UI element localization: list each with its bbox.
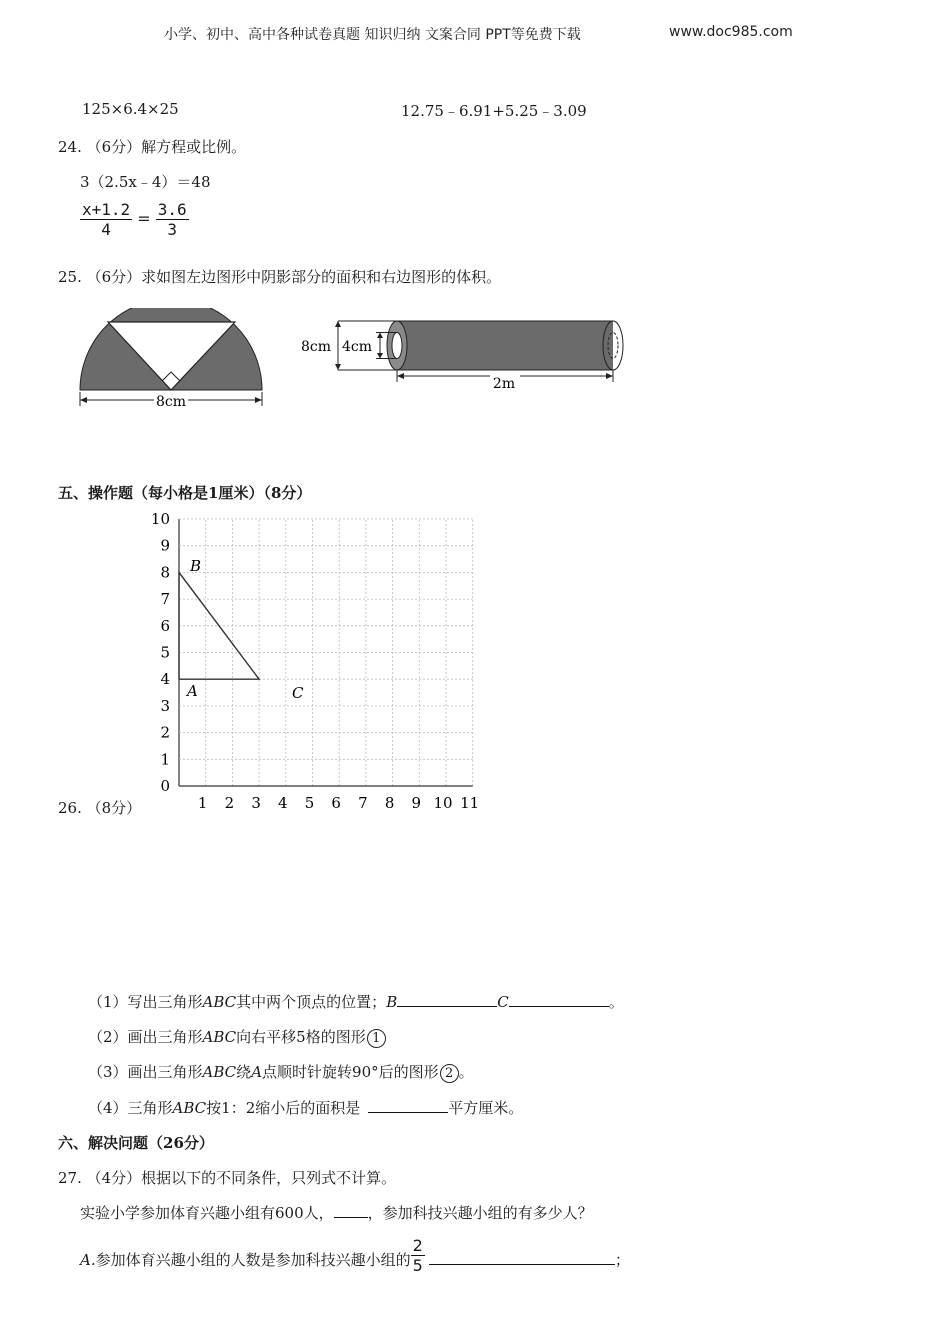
q27-fraction-numerator: 2	[412, 1236, 423, 1255]
q26-part-4	[88, 1097, 523, 1118]
fraction-right-denominator: 3	[167, 220, 178, 239]
y-tick-label: 2	[160, 723, 170, 742]
x-tick-label: 11	[460, 794, 480, 812]
q27-intro	[80, 1202, 593, 1223]
q26-part-3	[88, 1061, 474, 1083]
q26-p3-end: 。	[458, 1063, 474, 1081]
answer-blank-b[interactable]	[397, 992, 497, 1007]
y-axis-ticks	[151, 510, 170, 795]
section-5-title: 五、操作题（每小格是1厘米）（8分）	[58, 484, 312, 502]
q26-p1-c: C	[497, 993, 509, 1011]
header-right: www.doc985.com	[669, 24, 793, 40]
q26-p1-b: B	[386, 993, 398, 1011]
answer-blank-area[interactable]	[368, 1098, 448, 1113]
header-left: 小学、初中、高中各种试卷真题 知识归纳 文案合同 PPT等免费下载	[164, 27, 581, 43]
calc-expr-2: 12.75﹣6.91+5.25﹣3.09	[401, 102, 587, 120]
x-tick-label: 7	[358, 794, 368, 812]
x-axis-ticks	[198, 794, 479, 812]
x-tick-label: 1	[197, 794, 208, 812]
proportion-equals: =	[137, 209, 151, 228]
q26-p1-mid: 其中两个顶点的位置；	[236, 993, 387, 1011]
q26-p3-prefix: （3）画出三角形	[88, 1063, 203, 1081]
circled-number-1: 1	[367, 1029, 386, 1048]
q27-fraction	[411, 1236, 425, 1275]
fraction-left-numerator: x+1.2	[82, 200, 131, 219]
x-tick-label: 3	[251, 794, 261, 812]
y-tick-label: 8	[160, 563, 170, 582]
q26-p2-abc: ABC	[202, 1028, 237, 1046]
q26-p1-abc: ABC	[202, 993, 237, 1011]
fraction-right-numerator: 3.6	[157, 200, 187, 219]
q27-fraction-denominator: 5	[412, 1256, 423, 1275]
q26-p2-text: 向右平移5格的图形	[236, 1028, 366, 1046]
y-tick-label: 9	[160, 536, 170, 555]
x-tick-label: 5	[304, 794, 315, 812]
q26-p4-text: 按1：2缩小后的面积是	[206, 1099, 361, 1117]
pipe-figure	[298, 312, 638, 394]
pipe-length-label: 2m	[492, 376, 516, 392]
y-tick-label: 6	[160, 616, 170, 635]
x-tick-label: 9	[411, 794, 422, 812]
q26-p1-end: 。	[608, 993, 624, 1011]
q26-p3-abc: ABC	[202, 1063, 237, 1081]
y-tick-label: 7	[160, 590, 170, 609]
x-tick-label: 4	[278, 794, 288, 812]
y-tick-label: 10	[150, 510, 170, 528]
answer-blank-a[interactable]	[429, 1250, 615, 1265]
q26-p3-mid: 绕	[236, 1063, 252, 1081]
section-6-title: 六、解决问题（26分）	[58, 1134, 214, 1152]
point-label-b: B	[190, 557, 202, 575]
y-tick-label: 5	[160, 643, 170, 662]
q26-p4-abc: ABC	[172, 1099, 207, 1117]
q27-a-prefix: A.	[80, 1251, 96, 1269]
calc-expr-1: 125×6.4×25	[82, 100, 179, 118]
coordinate-grid	[140, 506, 495, 816]
q26-p4-end: 平方厘米。	[448, 1099, 524, 1117]
q26-p2-prefix: （2）画出三角形	[88, 1028, 203, 1046]
q24-proportion	[80, 200, 189, 239]
grid-lines	[179, 519, 473, 786]
fraction-left-denominator: 4	[101, 220, 111, 239]
q26-p3-text: 点顺时针旋转90°后的图形	[262, 1063, 439, 1081]
fraction-left	[80, 200, 132, 239]
q27-title: 27. （4分）根据以下的不同条件，只列式不计算。	[58, 1169, 397, 1187]
x-tick-label: 2	[224, 794, 235, 812]
q27-a-text: 参加体育兴趣小组的人数是参加科技兴趣小组的	[95, 1251, 411, 1269]
answer-blank-c[interactable]	[509, 992, 609, 1007]
q26-part-2	[88, 1026, 386, 1048]
y-tick-label: 4	[160, 670, 170, 689]
q27-intro-b: ，参加科技兴趣小组的有多少人？	[367, 1204, 593, 1222]
semicircle-figure	[70, 308, 275, 418]
q27-option-a	[80, 1236, 630, 1275]
circled-number-2: 2	[440, 1064, 459, 1083]
q24-equation-1: 3（2.5x﹣4）＝48	[80, 173, 211, 191]
q24-title: 24. （6分）解方程或比例。	[58, 138, 247, 156]
y-tick-label: 3	[160, 696, 170, 715]
q26-p4-prefix: （4）三角形	[88, 1099, 173, 1117]
q26-p3-a: A	[251, 1063, 263, 1081]
pipe-outer-diameter-label: 8cm	[301, 339, 332, 355]
x-tick-label: 6	[331, 794, 341, 812]
point-label-c: C	[292, 684, 304, 702]
q27-intro-a: 实验小学参加体育兴趣小组有600人，	[80, 1204, 334, 1222]
fraction-right	[156, 200, 189, 239]
semicircle-diameter-label: 8cm	[155, 394, 187, 410]
x-tick-label: 8	[384, 794, 395, 812]
q27-a-end: ；	[614, 1251, 630, 1269]
q26-label: 26. （8分）	[58, 799, 142, 817]
pipe-inner-diameter-label: 4cm	[342, 339, 373, 355]
q25-title: 25. （6分）求如图左边图形中阴影部分的面积和右边图形的体积。	[58, 268, 502, 286]
q26-p1-prefix: （1）写出三角形	[88, 993, 203, 1011]
x-tick-label: 10	[433, 794, 453, 812]
q26-part-1	[88, 991, 624, 1012]
condition-blank[interactable]	[334, 1203, 368, 1218]
y-tick-label: 0	[160, 777, 170, 795]
y-tick-label: 1	[160, 750, 170, 769]
point-label-a: A	[187, 682, 198, 700]
